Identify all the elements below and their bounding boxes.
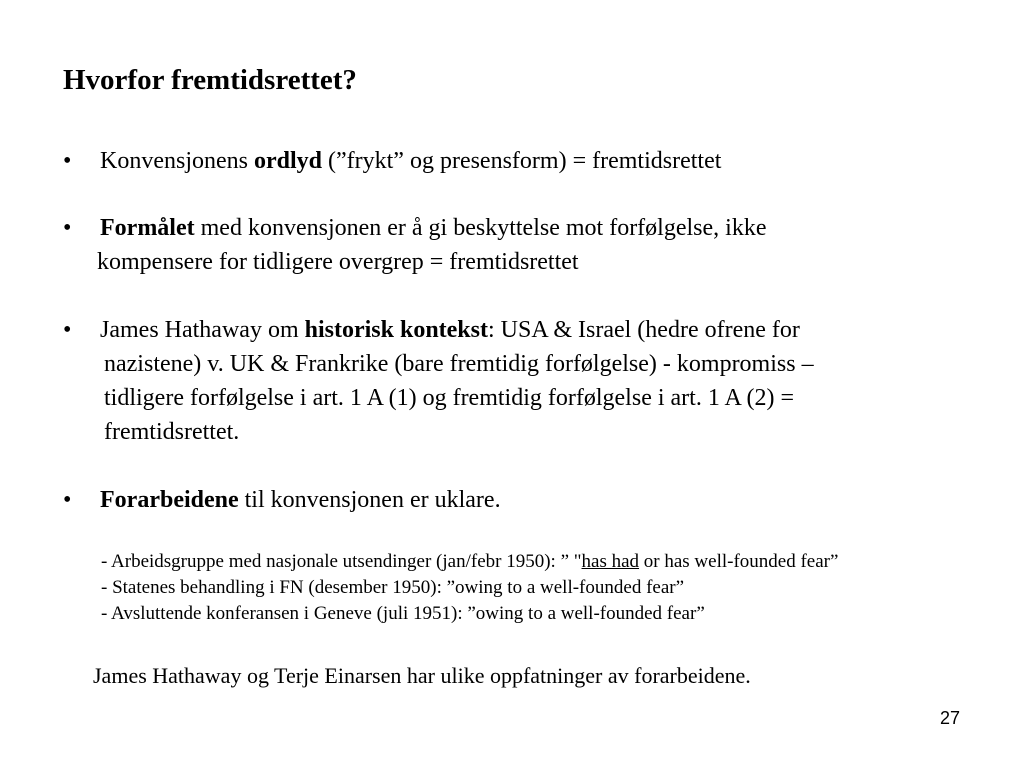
bullet-text — [100, 144, 721, 178]
bullet-line: Formålet med konvensjonen er å gi beskyttelse mot forfølgelse, ikke — [100, 215, 767, 241]
bullet-formalet — [63, 211, 963, 279]
bold-term: Formålet — [100, 215, 195, 241]
bullet-historisk-kontekst — [63, 313, 963, 449]
bullet-line: Forarbeidene til konvensjonen er uklare. — [100, 487, 501, 513]
subpoint-arbeidsgruppe: - Arbeidsgruppe med nasjonale utsendinger (jan/febr 1950): ” "has had or has well-founded fear” — [101, 551, 839, 572]
bullet-marker: • — [63, 148, 72, 174]
bullet-line: Konvensjonens ordlyd (”frykt” og presensform) = fremtidsrettet — [100, 148, 722, 174]
page-number: 27 — [940, 708, 961, 728]
subpoint-geneve: - Avsluttende konferansen i Geneve (juli 1951): ”owing to a well-founded fear” — [101, 603, 705, 624]
bullet-marker: • — [63, 317, 72, 343]
bullet-forarbeidene — [63, 483, 963, 517]
bullet-text — [100, 483, 501, 517]
bold-term: ordlyd — [253, 148, 322, 174]
bullet-marker: • — [63, 215, 72, 241]
bullet-line: James Hathaway om historisk kontekst: USA & Israel (hedre ofrene for — [100, 317, 800, 343]
bullet-line: tidligere forfølgelse i art. 1 A (1) og fremtidig forfølgelse i art. 1 A (2) = — [104, 385, 795, 411]
closing-remark: James Hathaway og Terje Einarsen har ulike oppfatninger av forarbeidene. — [93, 663, 751, 688]
bullet-line: nazistene) v. UK & Frankrike (bare fremtidig forfølgelse) - kompromiss – — [104, 351, 814, 377]
bullet-ordlyd — [63, 144, 963, 178]
bullet-marker: • — [63, 487, 72, 513]
bold-term: Forarbeidene — [100, 487, 239, 513]
bold-term: historisk kontekst — [304, 317, 488, 343]
subpoint-fn: - Statenes behandling i FN (desember 1950): ”owing to a well-founded fear” — [101, 577, 685, 598]
bullet-line: fremtidsrettet. — [104, 419, 240, 445]
bullet-text — [97, 211, 767, 279]
slide-title: Hvorfor fremtidsrettet? — [63, 64, 357, 96]
underlined-phrase: has had — [581, 551, 640, 572]
forarbeider-subpoints — [101, 549, 838, 627]
bullet-text — [100, 313, 814, 449]
bullet-line: kompensere for tidligere overgrep = fremtidsrettet — [97, 249, 579, 275]
